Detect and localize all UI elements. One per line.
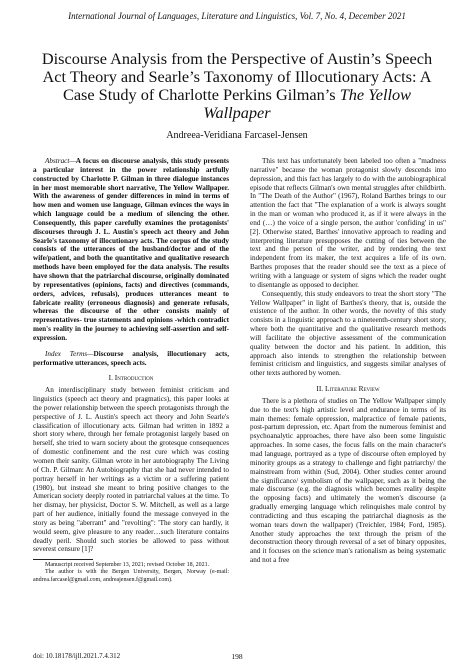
- intro-paragraph: An interdisciplinary study between feminist criticism and linguistics (speech act theory and pragmatics), this paper looks at the power relationship between the speech protagonists through the perspective of J. L. Austin's speech act theory and John Searle's classification of illocutionary acts. Gilman had written in 1892 a short story where, through her female protagonist largely based on herself, she tried to warn society about the grotesque consequences of domestic confinement and the rest cure which was costing women their sanity. Gilman wrote in her autobiography The Living of Ch. P. Gilman: An Autobiography that she had never intended to portray herself in her writings as a victim or a suffering patient (1980), but instead she meant to bring positive changes to the American society deeply rooted in patriarchal values at the time. To her dismay, her physicist, Doctor S. W. Mitchell, as well as a large part of her audience, initially found the message conveyed in the story as being "aberrant" and "revolting": 'The story can hardly, it would seem, give pleasure to any reader…such literature contains deadly peril. Should such stories be allowed to pass without severest censure [1]?: [33, 386, 229, 554]
- page-number: 198: [231, 652, 243, 661]
- paper-title: [30, 50, 444, 122]
- abstract: [33, 157, 229, 343]
- title-italic: The Yellow Wallpaper: [203, 85, 412, 122]
- abstract-label: Abstract—: [45, 157, 76, 165]
- running-head: International Journal of Languages, Literature and Linguistics, Vol. 7, No. 4, December 2021: [68, 11, 406, 21]
- index-terms: [33, 350, 229, 368]
- paragraph-consequently: Consequently, this study endeavors to treat the short story "The Yellow Wallpaper" in light of Barthes's theory, that is, outside the existence of the author. In other words, the novelty of this study consists in a linguistic approach to a nineteenth-century short story, where both the quantitative and the qualitative research methods will facilitate the objective assessment of the communication quality between the doctor and his patient. In addition, this approach also intends to strengthen the relationship between feminist criticism and linguistics, and suggests similar analyses of other texts authored by women.: [250, 289, 446, 378]
- footnote-author: The author is with the Bergen University, Bergen, Norway (e-mail: andrea.farcasel@gmail.com, andreajensen.f@gmail.com).: [33, 569, 229, 583]
- abstract-body: A focus on discourse analysis, this study presents a particular interest in the power relationship artfully constructed by Charlotte P. Gilman in three dialogue instances in her most memorable short narrative, The Yellow Wallpaper. With the awareness of gender differences in mind in terms of how men and women use language, Gilman evinces the ways in which language could be a medium of silencing the other. Consequently, this paper carefully examines the protagonists' discourses through J. L. Austin's speech act theory and John Searle's taxonomy of illocutionary acts. The corpus of the study consists of the utterances of the husband/doctor and of the wife/patient, and both the quantitative and qualitative research methods have been employed for the data analysis. The results have shown that the patriarchal discourse, originally dominated by representatives (opinions, facts) and directives (commands, orders, advices, refusals), produces utterances meant to fabricate reality (erroneous diagnosis) and generate refusals, whereas the discourse of the other consists mainly of representatives- true statements and opinions -which contradict men's reality in the journey to achieving self-assertion and self-expression.: [33, 157, 229, 342]
- left-column: [33, 157, 229, 584]
- section-heading-introduction: I. Introduction: [108, 373, 154, 383]
- paragraph-literature-review: There is a plethora of studies on The Yellow Wallpaper simply due to the text's high artistic level and endurance in terms of its main themes: female oppression, malpractice of female patients, post-partum depression, etc. Apart from the numerous feminist and psychoanalytic approaches, there have also been some linguistic approaches. In some cases, the focus falls on the main character's mad language, portrayed as a type of discourse often employed by minority groups as a strategy to challenge and fight patriarchy/ the mainstream from within (Sud, 2004). Other studies center around the significance/ symbolism of the wallpaper, such as it being the male discourse (e.g. the diagnosis which becomes reality despite the opposing facts) and ultimately the women's discourse (a gradually emerging language which relinquishes male control by contradicting and thus escaping the patriarchal diagnosis as the woman tears down the wallpaper) (Treichler, 1984; Ford, 1985). Another study approaches the text through the prism of the deconstruction theory through reversal of a set of binary opposites, and it focuses on the science man's rationalism as being systematic and not a free: [250, 396, 446, 565]
- section-heading-literature-review: II. Literature Review: [316, 384, 380, 394]
- author-name: Andreea-Veridiana Farcasel-Jensen: [166, 130, 308, 141]
- index-terms-body: Discourse analysis, illocutionary acts, performative utterances, speech acts.: [33, 349, 229, 367]
- footnote-manuscript: Manuscript received September 13, 2021; revised October 18, 2021.: [45, 562, 210, 569]
- footnote-divider: [33, 559, 93, 560]
- title-main: Discourse Analysis from the Perspective of Austin’s Speech Act Theory and Searle’s Taxonomy of Illocutionary Acts: A Case Study of Charlotte Perkins Gilman’s: [41, 49, 433, 104]
- index-terms-label: Index Terms—: [45, 349, 94, 358]
- doi: doi: 10.18178/ijll.2021.7.4.312: [33, 652, 121, 660]
- right-column: [250, 157, 446, 565]
- paragraph-madness-narrative: This text has unfortunately been labeled too often a "madness narrative" because the woman protagonist slowly descends into depression, and this fact has largely to do with the autobiographical episode that reflects Gilman's own mental struggles after childbirth. In "The Death of the Author" (1967), Roland Barthes brings to our attention the fact that "The explanation of a work is always sought in the man or woman who produced it, as if it were always in the end (…) the voice of a single person, the author 'confiding' in us" [2]. Otherwise stated, Barthes' innovative approach to reading and interpreting literature presupposes the cutting of ties between the text and the person of the writer, and by rendering the text independent from its maker, the text acquires a life of its own. Barthes proposes that the reader should see the text as a piece of writing with a language or system of signs which the reader ought to disentangle as opposed to decipher.: [250, 157, 446, 289]
